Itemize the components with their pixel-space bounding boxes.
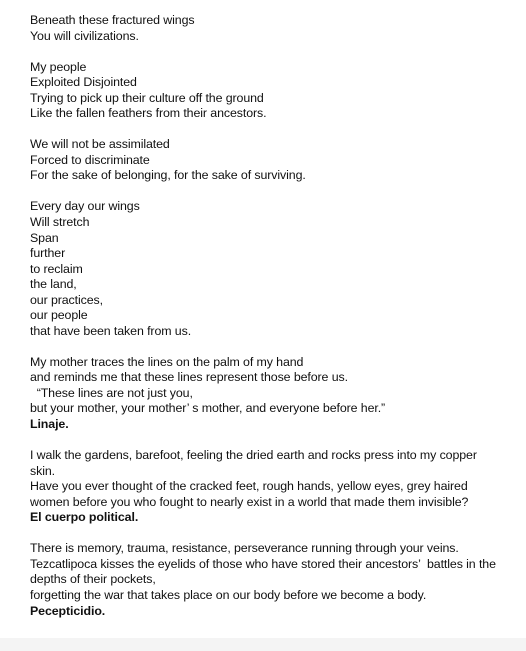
poem-line: Trying to pick up their culture off the ground [30, 90, 264, 105]
stanza-title: Pecepticidio. [30, 603, 106, 618]
poem-line: For the sake of belonging, for the sake of surviving. [30, 168, 306, 183]
poem-line: but your mother, your mother’ s mother, and everyone before her.” [30, 401, 386, 416]
poem-line: Like the fallen feathers from their ancestors. [30, 106, 267, 121]
poem-line: our practices, [30, 292, 103, 307]
stanza [30, 199, 502, 339]
poem-line: forgetting the war that takes place on our body before we become a body. [30, 587, 427, 602]
poem-line: My people [30, 59, 87, 74]
poem-line: There is memory, trauma, resistance, perseverance running through your veins. [30, 541, 459, 556]
poem-line: I walk the gardens, barefoot, feeling the dried earth and rocks press into my copper skin. [30, 448, 481, 478]
poem-line: our people [30, 308, 88, 323]
page-bottom-edge [0, 638, 526, 651]
stanza [30, 448, 502, 526]
poem-line: to reclaim [30, 261, 83, 276]
poem-line: the land, [30, 277, 77, 292]
stanza [30, 13, 502, 44]
poem-body [30, 13, 502, 619]
poem-line: further [30, 246, 66, 261]
poem-line: My mother traces the lines on the palm of my hand [30, 354, 304, 369]
poem-line: Span [30, 230, 59, 245]
poem-line: Tezcatlipoca kisses the eyelids of those who have stored their ancestors’ battles in the depths of their pockets, [30, 556, 500, 587]
poem-line: that have been taken from us. [30, 323, 192, 338]
stanza [30, 137, 502, 184]
stanza [30, 60, 502, 122]
poem-line: Exploited Disjointed [30, 75, 137, 90]
stanza [30, 541, 502, 619]
poem-line: Forced to discriminate [30, 152, 150, 167]
poem-line: Beneath these fractured wings [30, 13, 195, 27]
stanza [30, 355, 502, 433]
poem-line: We will not be assimilated [30, 137, 170, 152]
stanza-title: El cuerpo political. [30, 510, 139, 525]
stanza-title: Linaje. [30, 417, 69, 432]
poem-line: and reminds me that these lines represent those before us. [30, 370, 348, 385]
poem-line: Have you ever thought of the cracked feet, rough hands, yellow eyes, grey haired women before you who fought to nearly exist in a world that made them invisible? [30, 479, 471, 509]
poem-line: Every day our wings [30, 199, 140, 214]
poem-line: Will stretch [30, 214, 90, 229]
poem-line: “These lines are not just you, [30, 385, 193, 400]
poem-line: You will civilizations. [30, 28, 139, 43]
